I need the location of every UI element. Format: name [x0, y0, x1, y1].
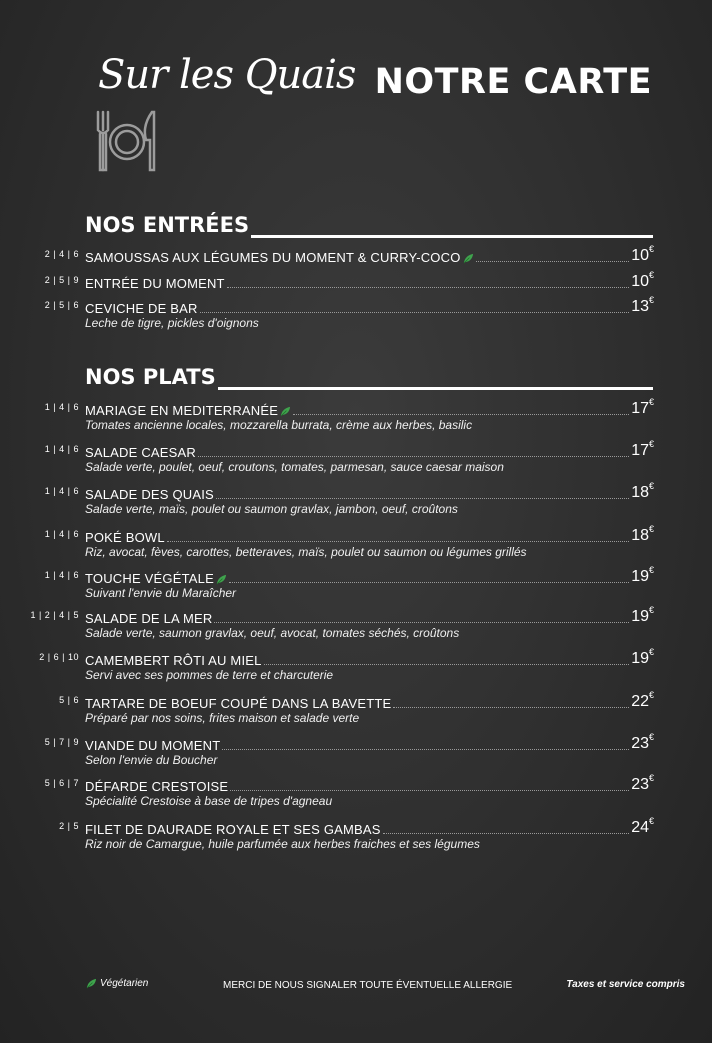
section-heading-text: NOS PLATS [85, 365, 216, 389]
dish-name: ENTRÉE DU MOMENT [85, 276, 225, 291]
dish-description: Salade verte, poulet, oeuf, croutons, tomates, parmesan, sauce caesar maison [85, 460, 504, 474]
dish-description: Riz, avocat, fèves, carottes, betteraves, maïs, poulet ou saumon ou légumes grillés [85, 545, 527, 559]
dish-description: Servi avec ses pommes de terre et charcuterie [85, 668, 334, 682]
dish-price [631, 605, 654, 625]
section-heading-plats [85, 356, 653, 388]
logo-text: Sur les Quais [98, 52, 356, 98]
dish-price [631, 732, 654, 752]
dot-leader [293, 414, 629, 415]
currency-symbol: € [648, 481, 654, 491]
menu-item-row [85, 397, 654, 418]
dish-name: SALADE DES QUAIS [85, 487, 214, 502]
menu-item-row [85, 270, 654, 291]
dish-name: MARIAGE EN MEDITERRANÉE [85, 403, 279, 418]
price-value: 23 [631, 735, 649, 752]
dish-price [631, 524, 654, 544]
menu-item [0, 295, 712, 340]
currency-symbol: € [648, 244, 654, 254]
vegetarian-leaf-icon [463, 253, 474, 264]
price-value: 22 [631, 693, 649, 710]
dish-name: TOUCHE VÉGÉTALE [85, 571, 214, 586]
dish-description: Suivant l'envie du Maraîcher [85, 586, 237, 600]
dot-leader [230, 790, 629, 791]
price-value: 13 [631, 298, 649, 315]
currency-symbol: € [648, 270, 654, 280]
dish-price [631, 647, 654, 667]
allergen-codes: 1 | 2 | 4 | 5 [30, 610, 79, 620]
menu-item-row [85, 565, 654, 586]
dish-price [631, 439, 654, 459]
dish-name: FILET DE DAURADE ROYALE ET SES GAMBAS [85, 822, 381, 837]
dish-description: Spécialité Crestoise à base de tripes d'agneau [85, 794, 333, 808]
allergen-codes: 1 | 4 | 6 [44, 529, 79, 539]
dish-description: Tomates ancienne locales, mozzarella burrata, crème aux herbes, basilic [85, 418, 473, 432]
dish-name: DÉFARDE CRESTOISE [85, 779, 229, 794]
dish-price [631, 565, 654, 585]
price-value: 17 [631, 400, 649, 417]
currency-symbol: € [648, 524, 654, 534]
menu-item [0, 690, 712, 735]
menu-item [0, 397, 712, 442]
dish-description: Salade verte, maïs, poulet ou saumon gravlax, jambon, oeuf, croûtons [85, 502, 458, 516]
allergen-codes: 2 | 5 | 9 [44, 275, 79, 285]
section-heading-entrees [85, 204, 653, 236]
vegetarian-label: Végétarien [100, 978, 149, 989]
price-value: 19 [631, 650, 649, 667]
price-value: 19 [631, 568, 649, 585]
menu-item-row [85, 816, 654, 837]
currency-symbol: € [648, 605, 654, 615]
dish-name: CAMEMBERT RÔTI AU MIEL [85, 653, 262, 668]
dish-description: Leche de tigre, pickles d'oignons [85, 316, 259, 330]
allergen-codes: 1 | 4 | 6 [44, 402, 79, 412]
dish-name: VIANDE DU MOMENT [85, 738, 221, 753]
allergen-codes: 2 | 6 | 10 [39, 652, 79, 662]
dish-name: TARTARE DE BOEUF COUPÉ DANS LA BAVETTE [85, 696, 392, 711]
price-value: 18 [631, 484, 649, 501]
menu-item-row [85, 732, 654, 753]
dot-leader [476, 261, 630, 262]
menu-item-row [85, 605, 654, 626]
dish-name: CEVICHE DE BAR [85, 301, 198, 316]
dish-description: Salade verte, saumon gravlax, oeuf, avocat, tomates séchés, croûtons [85, 626, 460, 640]
allergen-codes: 5 | 7 | 9 [44, 737, 79, 747]
menu-item [0, 773, 712, 818]
dot-leader [229, 582, 629, 583]
allergen-codes: 2 | 4 | 6 [44, 249, 79, 259]
menu-item [0, 439, 712, 484]
section-heading-text: NOS ENTRÉES [85, 213, 250, 237]
menu-item-row [85, 524, 654, 545]
dish-name: SALADE DE LA MER [85, 611, 213, 626]
restaurant-logo [92, 52, 356, 182]
dot-leader [198, 456, 629, 457]
dot-leader [393, 707, 629, 708]
cutlery-plate-icon [92, 108, 162, 178]
page-title: NOTRE CARTE [374, 62, 652, 102]
menu-item-row [85, 244, 654, 265]
dish-description: Selon l'envie du Boucher [85, 753, 218, 767]
vegetarian-leaf-icon [216, 574, 227, 585]
dish-name: SAMOUSSAS AUX LÉGUMES DU MOMENT & CURRY-COCO [85, 250, 461, 265]
dish-price [631, 397, 654, 417]
allergen-codes: 5 | 6 [59, 695, 79, 705]
currency-symbol: € [648, 439, 654, 449]
currency-symbol: € [648, 816, 654, 826]
heading-underline [251, 235, 653, 238]
menu-item-row [85, 690, 654, 711]
dish-price [631, 690, 654, 710]
menu-item [0, 647, 712, 692]
price-value: 18 [631, 527, 649, 544]
menu-item [0, 481, 712, 526]
price-value: 10 [631, 273, 649, 290]
dot-leader [264, 664, 630, 665]
menu-item [0, 605, 712, 650]
dish-price [631, 295, 654, 315]
dot-leader [222, 749, 629, 750]
currency-symbol: € [648, 565, 654, 575]
currency-symbol: € [648, 397, 654, 407]
currency-symbol: € [648, 773, 654, 783]
menu-item [0, 524, 712, 569]
price-value: 23 [631, 776, 649, 793]
allergen-codes: 1 | 4 | 6 [44, 486, 79, 496]
currency-symbol: € [648, 690, 654, 700]
dish-description: Riz noir de Camargue, huile parfumée aux herbes fraiches et ses légumes [85, 837, 480, 851]
vegetarian-legend [86, 978, 148, 989]
tax-note: Taxes et service compris [566, 979, 685, 990]
dot-leader [200, 312, 630, 313]
currency-symbol: € [648, 732, 654, 742]
menu-item-row [85, 295, 654, 316]
menu-item-row [85, 647, 654, 668]
price-value: 24 [631, 819, 649, 836]
currency-symbol: € [648, 295, 654, 305]
allergy-note: MERCI DE NOUS SIGNALER TOUTE ÉVENTUELLE ALLERGIE [223, 980, 513, 991]
allergen-codes: 5 | 6 | 7 [44, 778, 79, 788]
heading-underline [218, 387, 653, 390]
menu-item-row [85, 481, 654, 502]
dish-description: Préparé par nos soins, frites maison et salade verte [85, 711, 360, 725]
currency-symbol: € [648, 647, 654, 657]
price-value: 10 [631, 247, 649, 264]
allergen-codes: 1 | 4 | 6 [44, 444, 79, 454]
dish-name: SALADE CAESAR [85, 445, 196, 460]
dot-leader [167, 541, 629, 542]
dish-price [631, 481, 654, 501]
allergen-codes: 1 | 4 | 6 [44, 570, 79, 580]
dish-name: POKÉ BOWL [85, 530, 165, 545]
dot-leader [216, 498, 629, 499]
allergen-codes: 2 | 5 [59, 821, 79, 831]
allergen-codes: 2 | 5 | 6 [44, 300, 79, 310]
dish-price [631, 816, 654, 836]
menu-item-row [85, 773, 654, 794]
dish-price [631, 270, 654, 290]
vegetarian-leaf-icon [280, 406, 291, 417]
price-value: 17 [631, 442, 649, 459]
menu-item-row [85, 439, 654, 460]
menu-item [0, 816, 712, 861]
menu-item [0, 732, 712, 777]
dish-price [631, 773, 654, 793]
menu-item [0, 565, 712, 610]
leaf-icon [86, 978, 97, 989]
dot-leader [214, 622, 629, 623]
dish-price [631, 244, 654, 264]
dot-leader [383, 833, 630, 834]
price-value: 19 [631, 608, 649, 625]
dot-leader [227, 287, 629, 288]
